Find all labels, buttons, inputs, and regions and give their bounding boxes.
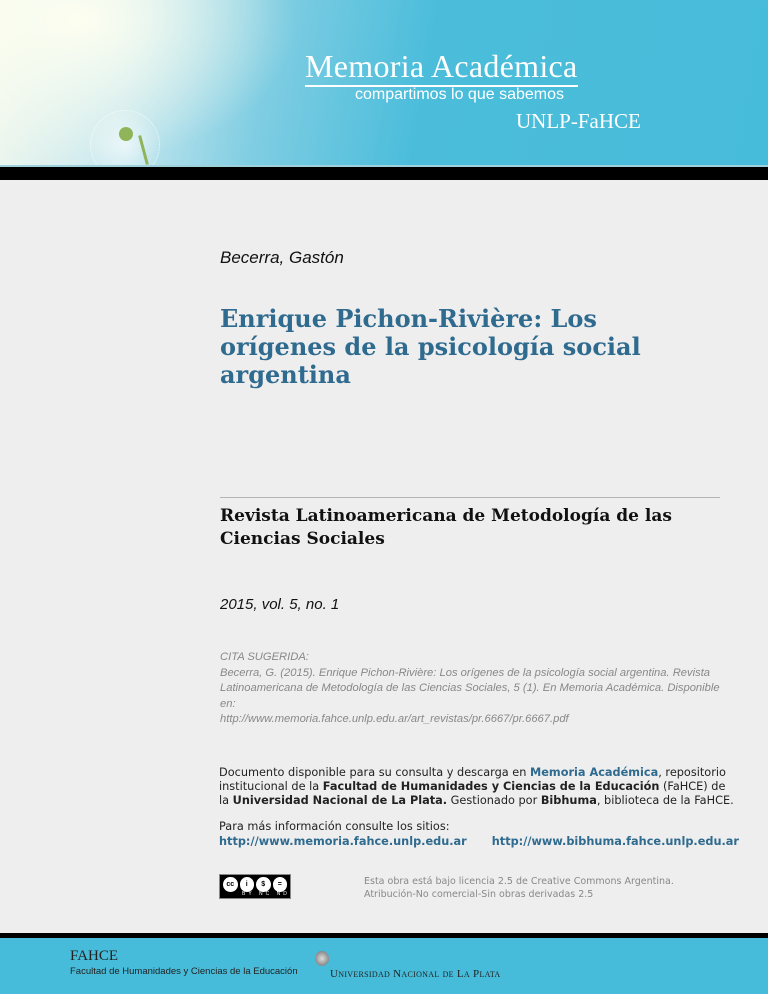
facultad-name: Facultad de Humanidades y Ciencias de la Educación bbox=[322, 780, 660, 793]
bibhuma-name: Bibhuma bbox=[540, 794, 597, 807]
text: (FaHCE) de la bbox=[219, 780, 726, 807]
site-links bbox=[219, 835, 739, 848]
brand-institution: UNLP-FaHCE bbox=[516, 109, 641, 133]
license-text bbox=[364, 875, 674, 901]
citation-text: Becerra, G. (2015). Enrique Pichon-Rivière: Los orígenes de la psicología social argentina. Revista Latinoamericana de Metodología de las Ciencias Sociales, 5 (1). En Memoria Académica. Disponible en: bbox=[220, 666, 720, 710]
memoria-link[interactable]: Memoria Académica bbox=[530, 766, 659, 779]
nd-icon: = bbox=[273, 877, 288, 892]
suggested-citation bbox=[220, 650, 720, 728]
license-line: Atribución-No comercial-Sin obras derivadas 2.5 bbox=[364, 889, 594, 900]
text: , repositorio institucional de la bbox=[219, 766, 726, 793]
nc-icon: $ bbox=[256, 877, 271, 892]
header-divider bbox=[0, 165, 768, 180]
creative-commons-badge[interactable] bbox=[219, 874, 291, 899]
text: , biblioteca de la FaHCE. bbox=[596, 794, 734, 807]
journal-name: Revista Latinoamericana de Metodología de las Ciencias Sociales bbox=[220, 506, 672, 549]
by-icon: i bbox=[240, 877, 255, 892]
text: Documento disponible para su consulta y descarga en bbox=[219, 766, 531, 779]
text: Gestionado por bbox=[447, 794, 541, 807]
citation-label: CITA SUGERIDA: bbox=[220, 651, 309, 663]
header-banner bbox=[0, 0, 768, 165]
author: Becerra, Gastón bbox=[220, 248, 344, 267]
unlp-seal-icon bbox=[315, 951, 329, 966]
bibhuma-site-link[interactable]: http://www.bibhuma.fahce.unlp.edu.ar bbox=[491, 835, 739, 848]
universidad-name: Universidad Nacional de La Plata. bbox=[232, 794, 448, 807]
fahce-logo: FAHCE bbox=[70, 948, 119, 964]
article-title: Enrique Pichon-Rivière: Los orígenes de la psicología social argentina bbox=[220, 304, 641, 389]
unlp-name: Universidad Nacional de La Plata bbox=[330, 968, 501, 980]
cc-icon: cc bbox=[223, 877, 238, 892]
brand-tagline: compartimos lo que sabemos bbox=[355, 86, 564, 103]
fahce-fullname: Facultad de Humanidades y Ciencias de la Educación bbox=[70, 966, 298, 977]
license-line: Esta obra está bajo licencia 2.5 de Creative Commons Argentina. bbox=[364, 876, 674, 887]
memoria-site-link[interactable]: http://www.memoria.fahce.unlp.edu.ar bbox=[219, 835, 467, 848]
more-info-label: Para más información consulte los sitios: bbox=[219, 820, 450, 833]
footer bbox=[0, 938, 768, 994]
citation-url[interactable]: http://www.memoria.fahce.unlp.edu.ar/art_revistas/pr.6667/pr.6667.pdf bbox=[220, 713, 569, 725]
brand-title: Memoria Académica bbox=[305, 50, 578, 87]
availability-note bbox=[219, 766, 739, 808]
divider bbox=[220, 497, 720, 498]
badge-label: BY NC ND bbox=[242, 891, 290, 897]
issue-info: 2015, vol. 5, no. 1 bbox=[220, 596, 340, 613]
